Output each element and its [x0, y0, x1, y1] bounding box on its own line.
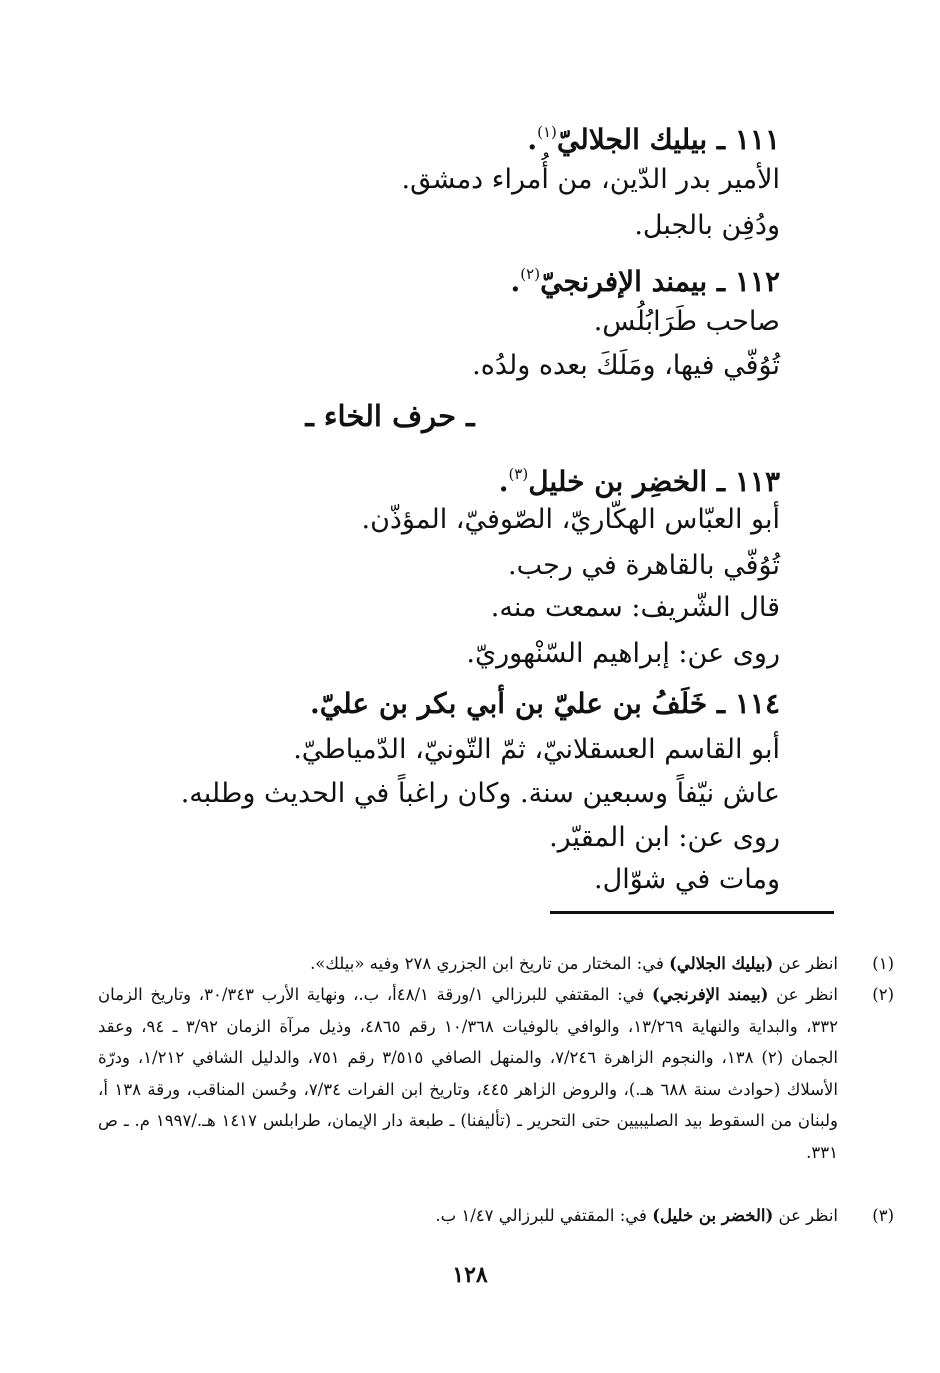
footnote-number: (٢) — [872, 985, 894, 1004]
section-title: ـ حرف الخاء ـ — [305, 399, 475, 433]
entry-line: تُوُفّي فيها، ومَلَكَ بعده ولدُه. — [472, 350, 780, 381]
footnote-1: (١) انظر عن (بيليك الجلالي) في: المختار من تاريخ ابن الجزري ٢٧٨ وفيه «بيلك». — [98, 948, 838, 980]
entry-line: الأمير بدر الدّين، من أُمراء دمشق. — [401, 164, 780, 195]
page-number: ١٢٨ — [452, 1262, 488, 1288]
footnote-3: (٣) انظر عن (الخضر بن خليل) في: المقتفي للبرزالي ١/٤٧ ب. — [98, 1200, 838, 1232]
footnote-separator — [550, 911, 834, 914]
entry-line: ودُفِن بالجبل. — [634, 210, 780, 241]
entry-heading: ١١٢ ـ بيمند الإفرنجيّ$^{(٢)}$. — [510, 265, 780, 298]
footnote-2: (٢) انظر عن (بيمند الإفرنجي) في: المقتفي للبرزالي ١/ورقة ٤٨/١أ، ب.، ونهاية الأرب ٣٠/٣٤٣، وتاريخ الزمان ٣٣٢، والبداية والنهاية ١٣/٢٦٩، والوافي بالوفيات ١٠/٣٦٨ رقم ٤٨٦٥، وذيل مرآة الزمان ٣/٩٢ ـ ٩٤، وعقد الجمان (٢) ١٣٨، والنجوم الزاهرة ٧/٢٤٦، والمنهل الصافي ٣/٥١٥ رقم ٧٥١، والدليل الشافي ١/٢١٢، ودرّة الأسلاك (حوادث سنة ٦٨٨ هـ.)، والروض الزاهر ٤٤٥، وتاريخ ابن الفرات ٧/٣٤، وحُسن المناقب، ورقة ١٣٨ أ، ولبنان من السقوط بيد الصليبيين حتى التحرير ـ (تأليفنا) ـ طبعة دار الإيمان، طرابلس ١٤١٧ هـ./١٩٩٧ م. ـ ص ٣٣١. — [98, 979, 838, 1168]
footnote-subject: (بيمند الإفرنجي) — [651, 985, 769, 1004]
entry-heading: ١١٣ ـ الخضِر بن خليل$^{(٣)}$. — [498, 465, 780, 498]
footnote-subject: (بيليك الجلالي) — [669, 954, 774, 973]
entry-line: عاش نيّفاً وسبعين سنة. وكان راغباً في الحديث وطلبه. — [180, 778, 780, 809]
entry-line: تُوُفّي بالقاهرة في رجب. — [508, 550, 780, 581]
entry-line: أبو العبّاس الهكّاريّ، الصّوفيّ، المؤذّن. — [361, 504, 780, 535]
entry-heading: ١١١ ـ بيليك الجلاليّ$^{(١)}$. — [527, 123, 780, 156]
entry-line: قال الشّريف: سمعت منه. — [490, 592, 780, 623]
footnote-subject: (الخضر بن خليل) — [652, 1206, 774, 1225]
entry-line: روى عن: ابن المقيّر. — [549, 822, 780, 853]
entry-line: روى عن: إبراهيم السّنْهوريّ. — [466, 638, 780, 669]
entry-heading: ١١٤ ـ خَلَفُ بن عليّ بن أبي بكر بن عليّ. — [310, 687, 780, 720]
footnote-reference[interactable]: (٢) — [520, 265, 541, 283]
footnote-number: (٣) — [872, 1206, 894, 1225]
entry-line: ومات في شوّال. — [594, 864, 780, 895]
footnote-reference[interactable]: (١) — [537, 123, 557, 141]
footnote-number: (١) — [872, 954, 894, 973]
entry-line: أبو القاسم العسقلانيّ، ثمّ التّونيّ، الدّمياطيّ. — [293, 734, 780, 765]
entry-line: صاحب طَرَابُلُس. — [593, 306, 780, 337]
footnote-reference[interactable]: (٣) — [508, 465, 529, 483]
